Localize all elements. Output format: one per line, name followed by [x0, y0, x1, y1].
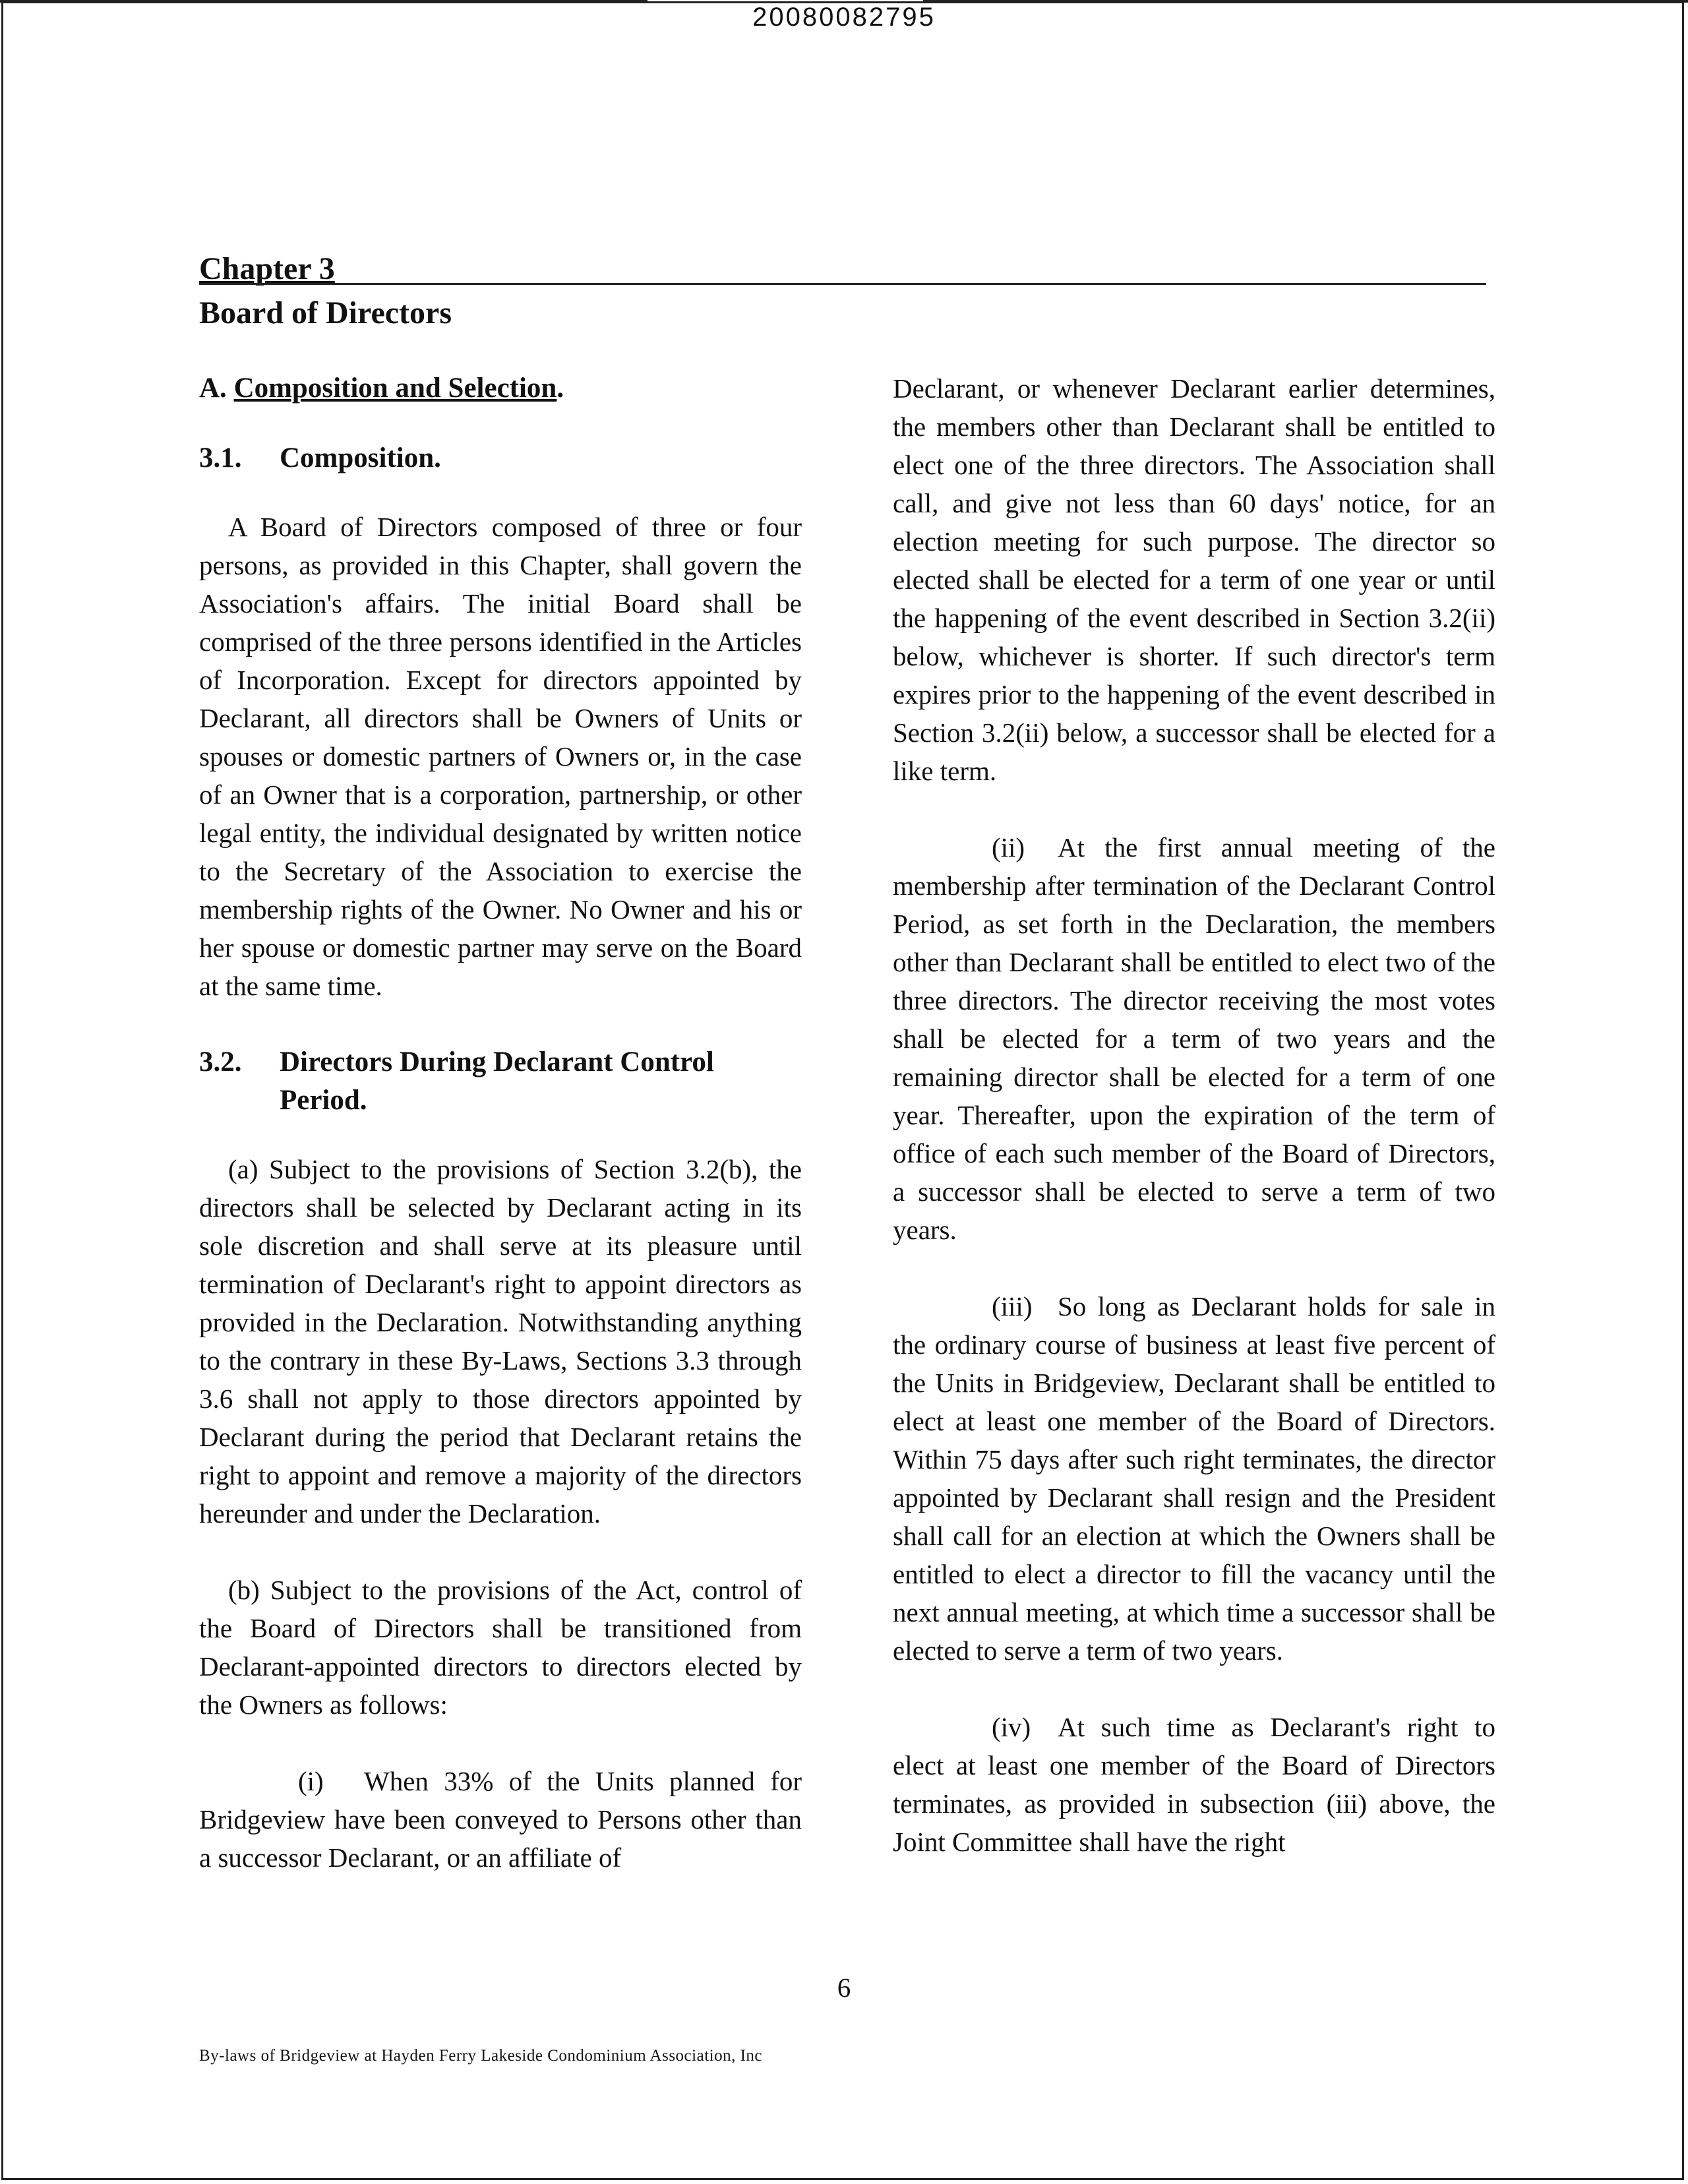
section-title: Composition.: [280, 442, 441, 473]
paragraph-text: When 33% of the Units planned for Bridgeview have been conveyed to Persons other than a successor Declarant, or an affiliate of: [199, 1766, 802, 1873]
section-a-prefix: A.: [199, 373, 234, 404]
paragraph-continued: Declarant, or whenever Declarant earlier determines, the members other than Declarant shall be entitled to elect one of the three directors. The Association shall call, and give not less than 60 days' notice, for an election meeting for such purpose. The director so elected shall be elected for a term of one year or until the happening of the event described in Section 3.2(ii) below, whichever is shorter. If such director's term expires prior to the happening of the event described in Section 3.2(ii) below, a successor shall be elected for a like term.: [893, 373, 1495, 786]
section-a-suffix: .: [557, 373, 564, 404]
paragraph-3-1: A Board of Directors composed of three or four persons, as provided in this Chapter, shall govern the Association's affairs. The initial Board shall be comprised of the three persons identified in the Articles of Incorporation. Except for directors appointed by Declarant, all directors shall be Owners of Units or spouses or domestic partners of Owners or, in the case of an Owner that is a corporation, partnership, or other legal entity, the individual designated by written notice to the Secretary of the Association to exercise the membership rights of the Owner. No Owner and his or her spouse or domestic partner may serve on the Board at the same time.: [199, 512, 802, 1001]
document-number: 20080082795: [752, 3, 936, 32]
paragraph-text: At such time as Declarant's right to elect at least one member of the Board of Directors terminates, as provided in subsection (iii) above, the Joint Committee shall have the right: [893, 1712, 1495, 1857]
paragraph-text: So long as Declarant holds for sale in the ordinary course of business at least five percent of the Units in Bridgeview, Declarant shall be entitled to elect at least one member of the Board of Directors. Within 75 days after such right terminates, the director appointed by Declarant shall resign and the President shall call for an election at which the Owners shall be entitled to elect a director to fill the vacancy until the next annual meeting, at which time a successor shall be elected to serve a term of two years.: [893, 1291, 1495, 1666]
section-a-title: Composition and Selection: [233, 373, 557, 404]
paragraph-i: [199, 1762, 802, 1877]
section-number: 3.2.: [199, 1046, 242, 1077]
paragraph-iv: [893, 1708, 1495, 1861]
enum-label: (iii): [992, 1291, 1033, 1321]
footer-text: By-laws of Bridgeview at Hayden Ferry Lakeside Condominium Association, Inc: [199, 2047, 763, 2065]
paragraph-b: (b) Subject to the provisions of the Act, control of the Board of Directors shall be transitioned from Declarant-appointed directors to directors elected by the Owners as follows:: [199, 1575, 802, 1720]
paragraph-ii: [893, 828, 1495, 1249]
enum-label: (iv): [992, 1712, 1031, 1742]
section-number: 3.1.: [199, 442, 242, 473]
paragraph-iii: [893, 1287, 1495, 1670]
page-number: 6: [837, 1972, 851, 2003]
section-a-heading: [199, 369, 802, 408]
enum-label: (ii): [992, 832, 1025, 863]
left-column: [199, 369, 802, 1915]
chapter-rule: [199, 283, 1486, 285]
chapter-label: Chapter 3: [199, 251, 335, 286]
chapter-title: Board of Directors: [199, 295, 452, 330]
right-column: [893, 369, 1495, 1899]
paragraph-a: (a) Subject to the provisions of Section 3.2(b), the directors shall be selected by Declarant acting in its sole discretion and shall serve at its pleasure until termination of Declarant's right to appoint directors as provided in the Declaration. Notwithstanding anything to the contrary in these By-Laws, Sections 3.3 through 3.6 shall not apply to those directors appointed by Declarant during the period that Declarant retains the right to appoint and remove a majority of the directors hereunder and under the Declaration.: [199, 1154, 802, 1529]
section-title: Directors During Declarant Control Period.: [280, 1046, 714, 1116]
section-3-1-heading: [199, 439, 802, 477]
paragraph-text: At the first annual meeting of the membership after termination of the Declarant Control Period, as set forth in the Declaration, the members other than Declarant shall be entitled to elect two of the three directors. The director receiving the most votes shall be elected for a term of two years and the remaining director shall be elected for a term of one year. Thereafter, upon the expiration of the term of office of each such member of the Board of Directors, a successor shall be elected to serve a term of two years.: [893, 832, 1495, 1245]
enum-label: (i): [298, 1766, 324, 1796]
section-3-2-heading: [199, 1043, 802, 1120]
